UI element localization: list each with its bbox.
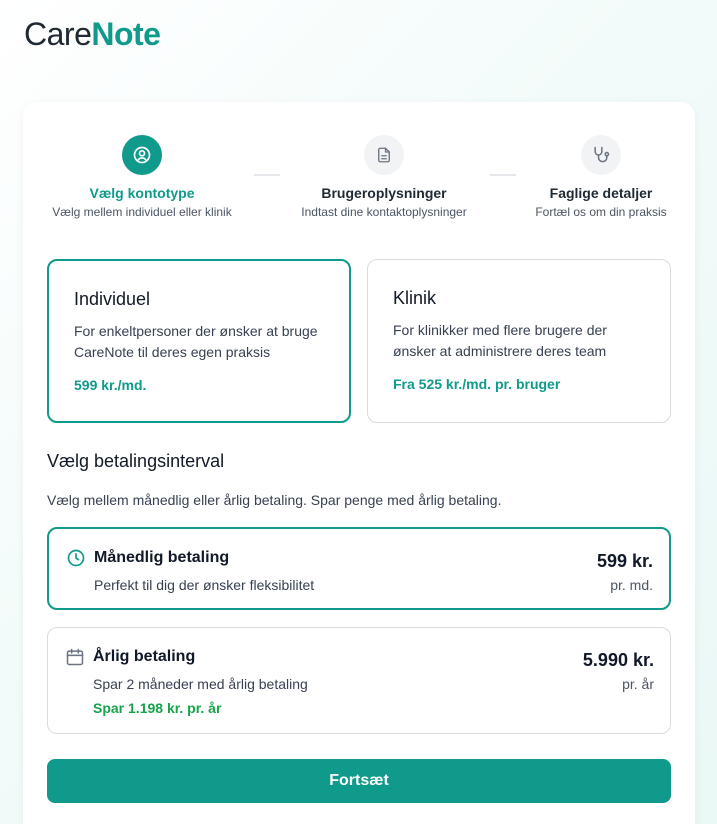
step-1-subtitle: Vælg mellem individuel eller klinik (52, 205, 232, 219)
billing-option-amount: 5.990 kr. (582, 650, 654, 670)
billing-option-period: pr. år (622, 676, 654, 692)
document-icon (375, 146, 393, 164)
step-3-indicator (581, 135, 621, 175)
step-2-title: Brugeroplysninger (321, 185, 447, 201)
step-user-info[interactable] (289, 135, 479, 219)
step-professional-details[interactable] (516, 135, 686, 219)
billing-option-amount: 599 kr. (596, 551, 653, 571)
continue-button[interactable]: Fortsæt (47, 759, 671, 803)
billing-option-name: Månedlig betaling (94, 549, 230, 566)
billing-option-savings: Spar 1.198 kr. pr. år (93, 700, 222, 716)
signup-card (23, 102, 695, 824)
clock-icon (66, 548, 86, 568)
stethoscope-icon (591, 145, 611, 165)
app-logo (24, 16, 160, 53)
account-type-price: 599 kr./md. (74, 377, 147, 393)
step-2-indicator (364, 135, 404, 175)
step-1-indicator (122, 135, 162, 175)
account-type-description: For enkeltpersoner der ønsker at bruge CareNote til deres egen praksis (74, 323, 318, 360)
step-connector (254, 174, 280, 176)
logo-text-note: Note (91, 16, 161, 52)
billing-section-description: Vælg mellem månedlig eller årlig betaling. Spar penge med årlig betaling. (47, 492, 502, 508)
step-account-type[interactable] (47, 135, 237, 219)
billing-option-description: Perfekt til dig der ønsker fleksibilitet (94, 577, 315, 593)
billing-option-yearly[interactable] (47, 627, 671, 734)
account-type-name: Individuel (74, 289, 151, 309)
account-type-price: Fra 525 kr./md. pr. bruger (393, 376, 561, 392)
calendar-icon (65, 647, 85, 667)
step-3-title: Faglige detaljer (549, 185, 653, 201)
billing-option-monthly[interactable] (47, 527, 671, 610)
account-type-individual[interactable] (47, 259, 351, 423)
billing-option-description: Spar 2 måneder med årlig betaling (93, 676, 308, 692)
billing-option-period: pr. md. (610, 577, 653, 593)
step-3-subtitle: Fortæl os om din praksis (535, 205, 667, 219)
billing-section-title: Vælg betalingsinterval (47, 451, 225, 471)
step-connector (490, 174, 516, 176)
account-type-clinic[interactable] (367, 259, 671, 423)
logo-text-care: Care (24, 16, 92, 52)
step-1-title: Vælg kontotype (89, 185, 195, 201)
account-type-name: Klinik (393, 288, 437, 308)
billing-option-name: Årlig betaling (93, 648, 196, 665)
user-circle-icon (132, 145, 152, 165)
account-type-description: For klinikker med flere brugere der ønsker at administrere deres team (393, 322, 607, 359)
step-2-subtitle: Indtast dine kontaktoplysninger (301, 205, 467, 219)
